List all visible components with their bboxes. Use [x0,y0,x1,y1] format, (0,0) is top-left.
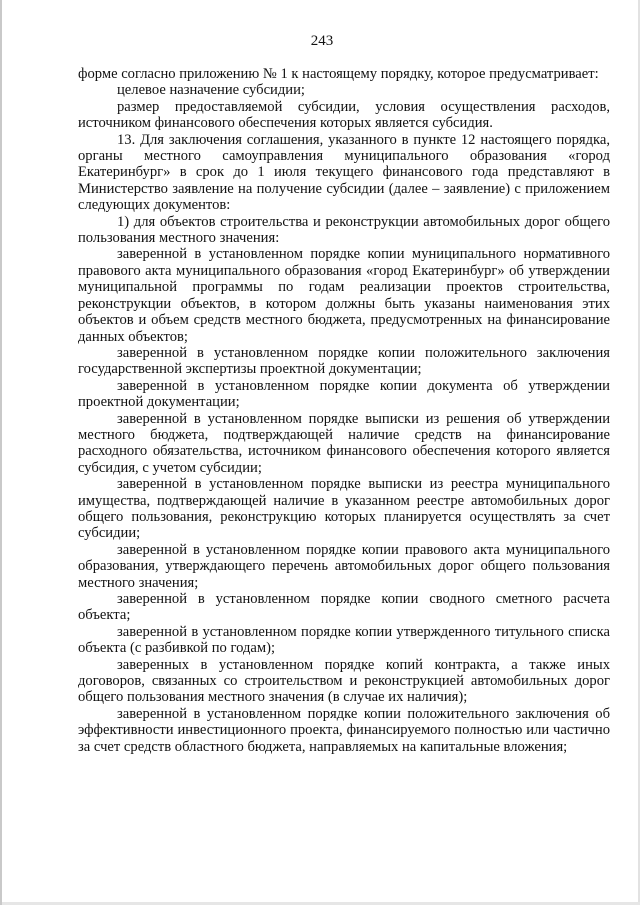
paragraph-budget-extract: заверенной в установленном порядке выписки из решения об утверждении местного бюджета, подтверждающей наличие средств на финансирование расходного обязательства, источником финансового обеспечения которого является субсидия, с учетом субсидии; [78,410,610,476]
paragraph-subitem-1: 1) для объектов строительства и реконструкции автомобильных дорог общего пользования местного значения: [78,213,610,247]
paragraph-state-expertise-copy: заверенной в установленном порядке копии положительного заключения государственной экспертизы проектной документации; [78,344,610,378]
paragraph-item-13: 13. Для заключения соглашения, указанного в пункте 12 настоящего порядка, органы местного самоуправления муниципального образования «город Екатеринбург» в срок до 1 июля текущего финансового года представляют в Министерство заявление на получение субсидии (далее – заявление) с приложением следующих документов: [78,131,610,214]
paragraph-efficiency-conclusion-copy: заверенной в установленном порядке копии положительного заключения об эффективности инвестиционного проекта, финансируемого полностью или частично за счет средств областного бюджета, направляемых на капитальные вложения; [78,705,610,755]
paragraph-title-list-copy: заверенной в установленном порядке копии утвержденного титульного списка объекта (с разбивкой по годам); [78,623,610,657]
paragraph-preamble-continuation: форме согласно приложению № 1 к настоящему порядку, которое предусматривает: [78,66,599,82]
paragraph-subsidy-amount: размер предоставляемой субсидии, условия осуществления расходов, источником финансового обеспечения которых является субсидия. [78,98,610,132]
paragraph-project-approval-copy: заверенной в установленном порядке копии документа об утверждении проектной документации; [78,377,610,411]
paragraph-property-register-extract: заверенной в установленном порядке выписки из реестра муниципального имущества, подтверждающей наличие в указанном реестре автомобильных дорог общего пользования, реконструкцию которых планируется осуществлять за счет субсидии; [78,476,610,542]
paragraph-road-list-act-copy: заверенной в установленном порядке копии правового акта муниципального образования, утверждающего перечень автомобильных дорог общего пользования местного значения; [78,541,610,591]
document-body [78,66,610,755]
paragraph-contract-copies: заверенных в установленном порядке копий контракта, а также иных договоров, связанных со строительством и реконструкцией автомобильных дорог общего пользования местного значения (в случае их наличия); [78,656,610,706]
paragraph-target-purpose: целевое назначение субсидии; [117,82,305,99]
paragraph-municipal-program-copy: заверенной в установленном порядке копии муниципального нормативного правового акта муниципального образования «город Екатеринбург» об утверждении муниципальной программы по годам реализации проектов строительства, реконструкции объектов, в котором должны быть указаны наименования этих объектов и объем средств местного бюджета, предусмотренных на финансирование данных объектов; [78,246,610,345]
paragraph-estimate-copy: заверенной в установленном порядке копии сводного сметного расчета объекта; [78,591,610,624]
page-number: 243 [310,33,334,49]
